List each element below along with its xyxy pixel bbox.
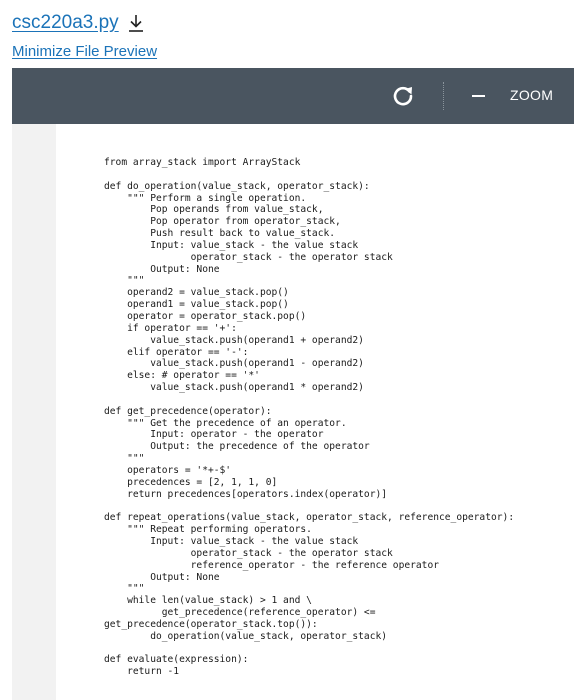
- code-line: reference_operator - the reference operator: [104, 559, 440, 571]
- code-line: [104, 643, 514, 655]
- code-line: operators = '*+-$': [104, 464, 232, 476]
- code-line: Pop operator from operator_stack,: [104, 216, 341, 228]
- code-line: Output: the precedence of the operator: [104, 441, 370, 453]
- download-icon[interactable]: [127, 13, 145, 33]
- code-line: """ Perform a single operation.: [104, 192, 307, 204]
- code-line: get_precedence(operator_stack.top()):: [104, 618, 318, 630]
- code-line: Output: None: [104, 263, 220, 275]
- code-line: elif operator == '-':: [104, 346, 249, 358]
- code-line: if operator == '+':: [104, 322, 237, 334]
- preview-toolbar: [12, 68, 574, 124]
- code-line: operand1 = value_stack.pop(): [104, 299, 289, 311]
- code-line: """: [104, 583, 145, 595]
- file-name-link[interactable]: csc220a3.py: [12, 12, 119, 33]
- code-line: def evaluate(expression):: [104, 654, 249, 666]
- code-line: """: [104, 453, 145, 465]
- zoom-button[interactable]: ZOOM: [510, 87, 554, 103]
- code-line: get_precedence(reference_operator) <=: [104, 607, 376, 619]
- code-line: else: # operator == '*': [104, 370, 260, 382]
- code-line: [104, 500, 514, 512]
- code-line: operator = operator_stack.pop(): [104, 310, 307, 322]
- code-line: [104, 394, 514, 406]
- code-line: value_stack.push(operand1 + operand2): [104, 334, 364, 346]
- code-line: value_stack.push(operand1 * operand2): [104, 382, 364, 394]
- code-line: operator_stack - the operator stack: [104, 251, 393, 263]
- code-line: """ Get the precedence of an operator.: [104, 417, 347, 429]
- code-content: [104, 157, 514, 678]
- code-line: precedences = [2, 1, 1, 0]: [104, 476, 278, 488]
- minimize-file-preview-link[interactable]: Minimize File Preview: [12, 43, 158, 60]
- code-line: [104, 169, 514, 181]
- file-header: [12, 10, 145, 36]
- code-line: Pop operands from value_stack,: [104, 204, 324, 216]
- code-line: operator_stack - the operator stack: [104, 547, 393, 559]
- minus-icon[interactable]: [472, 95, 485, 97]
- code-line: def do_operation(value_stack, operator_stack):: [104, 180, 370, 192]
- code-line: Input: operator - the operator: [104, 429, 324, 441]
- code-line: Output: None: [104, 571, 220, 583]
- code-line: return -1: [104, 666, 180, 678]
- code-line: value_stack.push(operand1 - operand2): [104, 358, 364, 370]
- code-line: Push result back to value_stack.: [104, 228, 336, 240]
- code-line: Input: value_stack - the value stack: [104, 536, 359, 547]
- code-line: operand2 = value_stack.pop(): [104, 287, 289, 299]
- toolbar-divider: [443, 82, 444, 110]
- code-line: do_operation(value_stack, operator_stack): [104, 630, 388, 642]
- code-line: return precedences[operators.index(operator)]: [104, 488, 388, 500]
- code-line: Input: value_stack - the value stack: [104, 239, 359, 251]
- code-line: """: [104, 275, 145, 287]
- reload-icon[interactable]: [390, 83, 416, 109]
- code-line: while len(value_stack) > 1 and \: [104, 595, 312, 607]
- code-line: from array_stack import ArrayStack: [104, 157, 301, 168]
- code-line: def get_precedence(operator):: [104, 405, 272, 417]
- code-line: """ Repeat performing operators.: [104, 524, 312, 536]
- code-line: def repeat_operations(value_stack, operator_stack, reference_operator):: [104, 512, 515, 524]
